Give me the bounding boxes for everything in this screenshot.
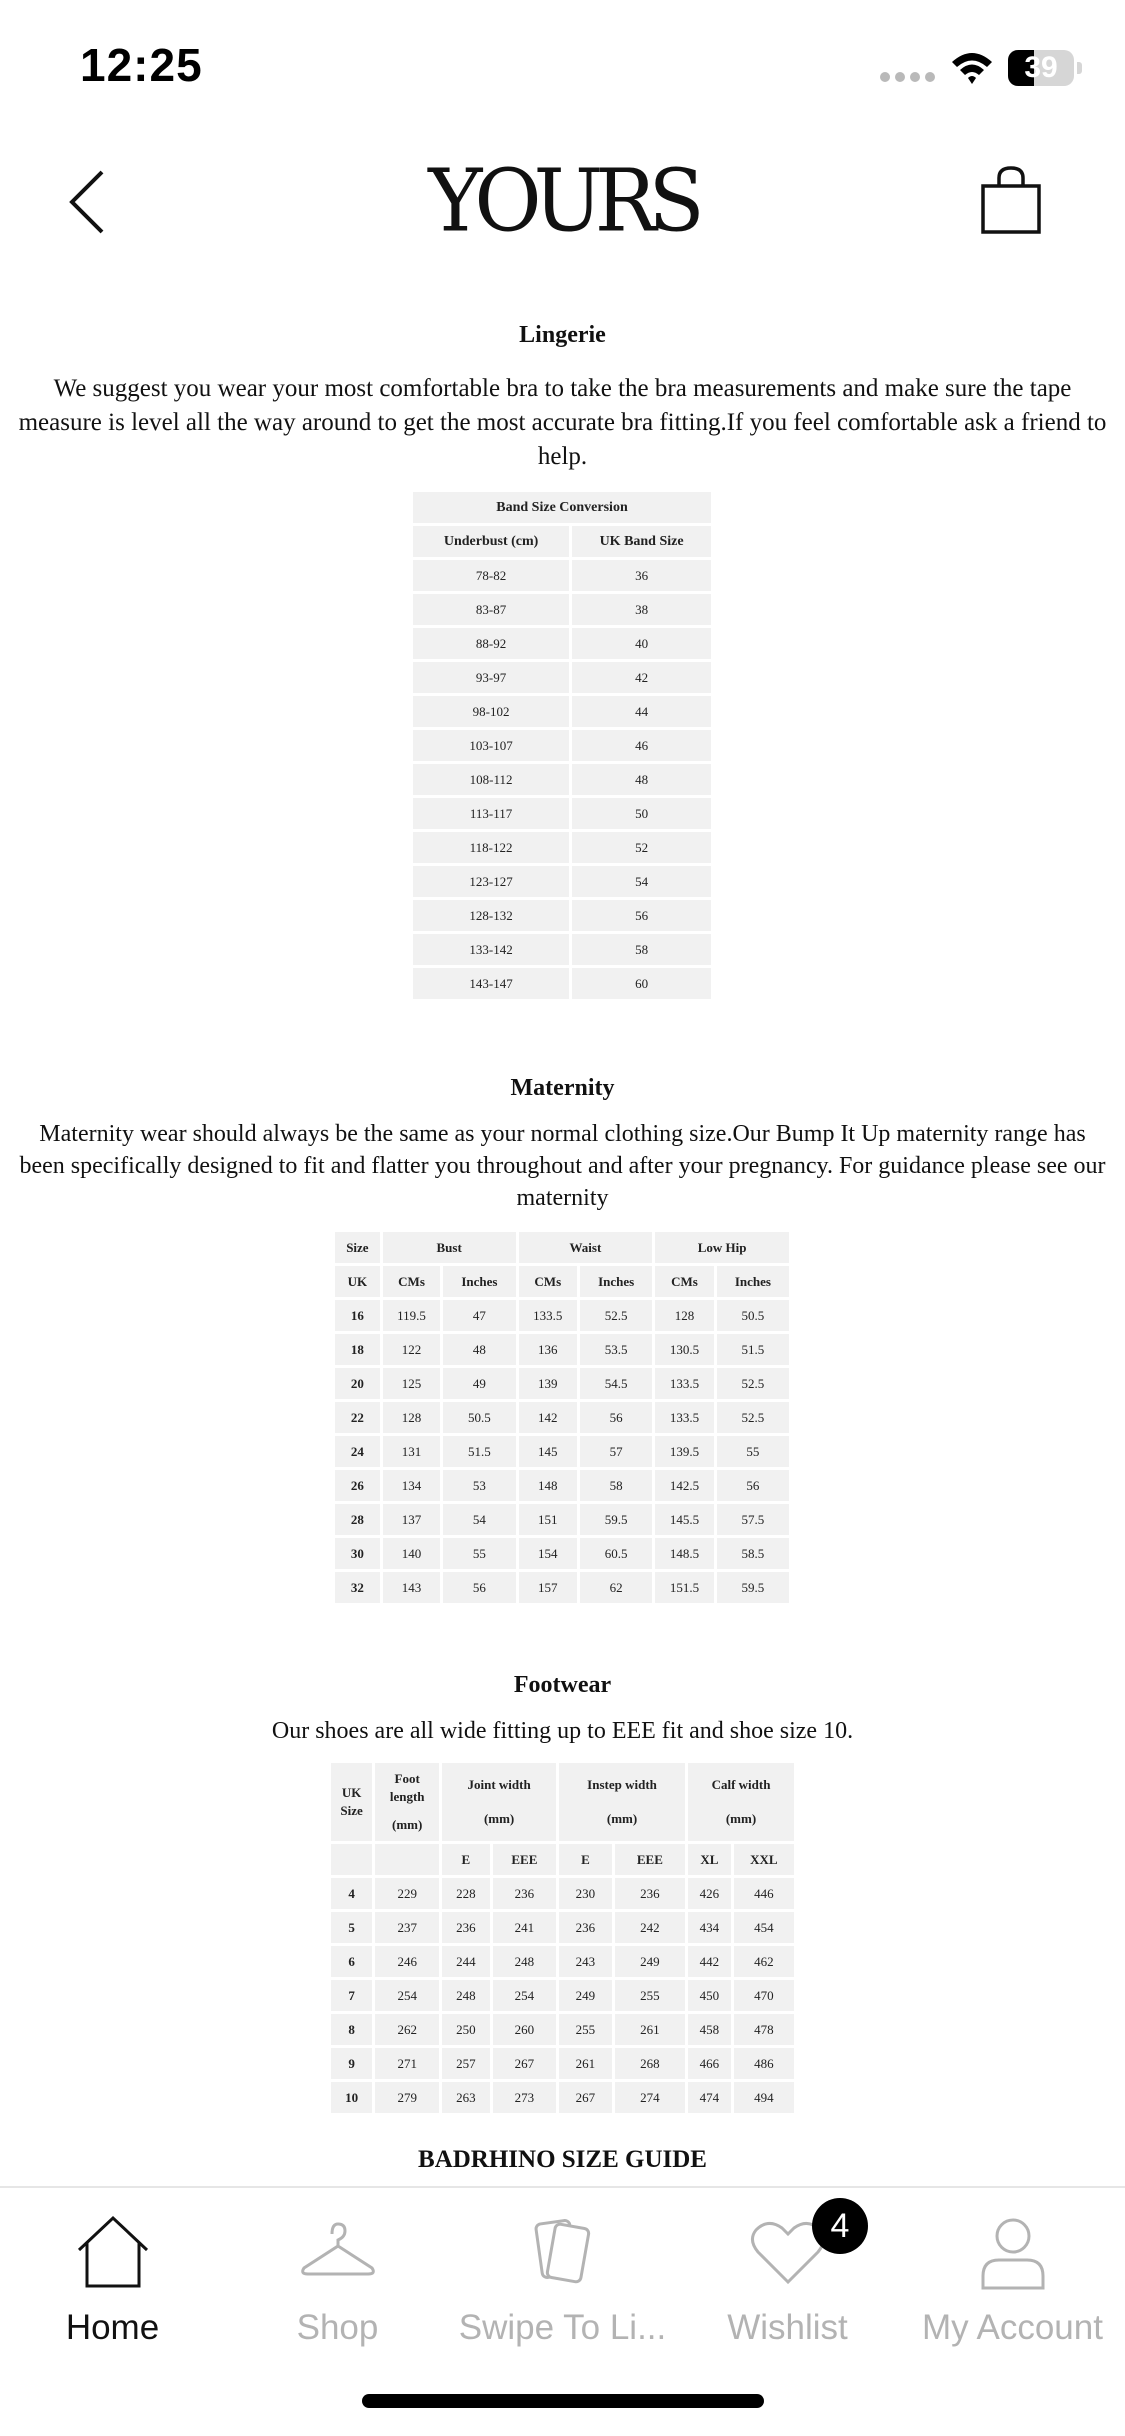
table-cell: 55 (717, 1436, 789, 1467)
table-row (413, 764, 711, 795)
wifi-icon (948, 48, 996, 88)
battery-percentage: 39 (1024, 51, 1058, 84)
table-cell: 57 (580, 1436, 652, 1467)
table-cell: 254 (375, 1980, 439, 2011)
table-cell: 119.5 (383, 1300, 441, 1331)
table-cell: 56 (443, 1572, 515, 1603)
table-cell: 154 (519, 1538, 577, 1569)
column-header: UK Band Size (572, 526, 711, 557)
maternity-description: Maternity wear should always be the same as your normal clothing size.Our Bump It Up maternity range has been specifically designed to fit and flatter you throughout and after your pregnancy. For guidance please see our maternity (19, 1121, 1106, 1211)
table-cell: 462 (734, 1946, 794, 1977)
table-cell: 157 (519, 1572, 577, 1603)
table-cell: 47 (443, 1300, 515, 1331)
column-header: Inches (580, 1266, 652, 1297)
table-row (331, 1946, 794, 1977)
table-cell: 48 (572, 764, 711, 795)
table-cell: 32 (335, 1572, 380, 1603)
table-row (331, 2082, 794, 2113)
column-header: XL (688, 1844, 731, 1875)
column-header-uk-size (331, 1763, 372, 1841)
tab-label: Swipe To Li... (458, 2308, 667, 2347)
column-header: E (559, 1844, 612, 1875)
table-cell: 244 (442, 1946, 490, 1977)
table-cell: 486 (734, 2048, 794, 2079)
table-cell: 46 (572, 730, 711, 761)
table-row (413, 900, 711, 931)
table-cell: 5 (331, 1912, 372, 1943)
table-cell: 434 (688, 1912, 731, 1943)
table-cell: 30 (335, 1538, 380, 1569)
table-row (413, 662, 711, 693)
table-cell: 248 (493, 1946, 556, 1977)
tab-label: Shop (296, 2308, 379, 2347)
table-cell: 51.5 (443, 1436, 515, 1467)
table-cell: 4 (331, 1878, 372, 1909)
table-cell: 236 (493, 1878, 556, 1909)
table-cell: 108-112 (413, 764, 569, 795)
table-cell: 57.5 (717, 1504, 789, 1535)
table-cell: 236 (559, 1912, 612, 1943)
table-cell: 49 (443, 1368, 515, 1399)
maternity-title: Maternity (510, 1075, 615, 1101)
table-cell: 20 (335, 1368, 380, 1399)
table-row (413, 968, 711, 999)
table-row (331, 2048, 794, 2079)
table-row (335, 1300, 789, 1331)
empty-header (375, 1844, 439, 1875)
table-cell: 143 (383, 1572, 441, 1603)
table-cell: 230 (559, 1878, 612, 1909)
column-header: EEE (615, 1844, 685, 1875)
table-header-row (335, 1232, 789, 1263)
table-cell: 470 (734, 1980, 794, 2011)
person-icon (973, 2212, 1053, 2292)
tab-label: Home (65, 2308, 160, 2347)
column-header: Inches (717, 1266, 789, 1297)
header-text: Foot (394, 1771, 420, 1786)
column-header: Underbust (cm) (413, 526, 569, 557)
table-cell: 50.5 (717, 1300, 789, 1331)
table-row (413, 866, 711, 897)
table-cell: 142 (519, 1402, 577, 1433)
table-cell: 237 (375, 1912, 439, 1943)
column-header: EEE (493, 1844, 556, 1875)
hanger-icon (298, 2212, 378, 2292)
table-cell: 261 (615, 2014, 685, 2045)
table-row (413, 832, 711, 863)
table-cell: 83-87 (413, 594, 569, 625)
header-unit: (mm) (725, 1811, 757, 1826)
table-cell: 458 (688, 2014, 731, 2045)
table-row (331, 1878, 794, 1909)
tab-label: Wishlist (727, 2308, 848, 2347)
table-cell: 59.5 (580, 1504, 652, 1535)
table-cell: 246 (375, 1946, 439, 1977)
table-cell: 50.5 (443, 1402, 515, 1433)
header-text: Size (340, 1803, 363, 1818)
table-cell: 267 (559, 2082, 612, 2113)
header-unit: (mm) (392, 1817, 423, 1832)
table-subheader-row (335, 1266, 789, 1297)
column-header: Bust (383, 1232, 516, 1263)
table-cell: 58 (572, 934, 711, 965)
table-cell: 242 (615, 1912, 685, 1943)
lingerie-description: We suggest you wear your most comfortable bra to take the bra measurements and make sure the tape measure is level all the way around to get the most accurate bra fitting.If you feel comfortable ask a friend to help. (18, 375, 1107, 470)
table-cell: 122 (383, 1334, 441, 1365)
band-size-rows (413, 560, 711, 999)
table-cell: 426 (688, 1878, 731, 1909)
status-time: 12:25 (80, 39, 203, 91)
band-size-table (410, 489, 714, 1002)
table-cell: 131 (383, 1436, 441, 1467)
table-cell: 8 (331, 2014, 372, 2045)
table-cell: 236 (442, 1912, 490, 1943)
column-header: CMs (519, 1266, 577, 1297)
table-cell: 260 (493, 2014, 556, 2045)
table-row (413, 628, 711, 659)
table-row (413, 594, 711, 625)
table-cell: 494 (734, 2082, 794, 2113)
table-cell: 55 (443, 1538, 515, 1569)
table-row (413, 560, 711, 591)
table-row (335, 1504, 789, 1535)
table-row (331, 2014, 794, 2045)
table-row (335, 1436, 789, 1467)
column-header: UK (335, 1266, 380, 1297)
table-cell: 442 (688, 1946, 731, 1977)
shopping-bag-icon[interactable] (980, 164, 1042, 236)
table-row (335, 1368, 789, 1399)
table-cell: 139 (519, 1368, 577, 1399)
table-cell: 56 (572, 900, 711, 931)
table-cell: 454 (734, 1912, 794, 1943)
app-header (0, 140, 1125, 260)
table-cell: 54.5 (580, 1368, 652, 1399)
empty-header (331, 1844, 372, 1875)
table-cell: 60.5 (580, 1538, 652, 1569)
table-cell: 7 (331, 1980, 372, 2011)
table-cell: 151 (519, 1504, 577, 1535)
table-cell: 255 (615, 1980, 685, 2011)
header-text: length (389, 1789, 425, 1804)
table-cell: 274 (615, 2082, 685, 2113)
table-cell: 93-97 (413, 662, 569, 693)
brand-logo[interactable]: YOURS (428, 151, 697, 252)
table-cell: 58 (580, 1470, 652, 1501)
header-unit: (mm) (606, 1811, 638, 1826)
table-row (335, 1572, 789, 1603)
table-cell: 50 (572, 798, 711, 829)
table-cell: 268 (615, 2048, 685, 2079)
table-cell: 40 (572, 628, 711, 659)
table-cell: 133-142 (413, 934, 569, 965)
table-cell: 128 (655, 1300, 713, 1331)
table-cell: 53.5 (580, 1334, 652, 1365)
table-header-row (331, 1763, 794, 1841)
table-cell: 446 (734, 1878, 794, 1909)
table-header-row (413, 526, 711, 557)
table-cell: 128 (383, 1402, 441, 1433)
table-row (331, 1980, 794, 2011)
column-header-instep-width (559, 1763, 685, 1841)
table-row (413, 730, 711, 761)
table-row (331, 1912, 794, 1943)
table-cell: 255 (559, 2014, 612, 2045)
table-row (335, 1470, 789, 1501)
header-text: Calf width (711, 1777, 771, 1792)
column-header: Low Hip (655, 1232, 789, 1263)
battery-icon (1008, 50, 1074, 86)
column-header-calf-width (688, 1763, 794, 1841)
table-cell: 133.5 (655, 1402, 713, 1433)
table-cell: 466 (688, 2048, 731, 2079)
table-cell: 18 (335, 1334, 380, 1365)
table-cell: 44 (572, 696, 711, 727)
column-header: CMs (383, 1266, 441, 1297)
table-cell: 262 (375, 2014, 439, 2045)
table-row (413, 798, 711, 829)
column-header-joint-width (442, 1763, 556, 1841)
column-header-foot-length (375, 1763, 439, 1841)
table-cell: 103-107 (413, 730, 569, 761)
cards-icon (523, 2212, 603, 2292)
table-cell: 60 (572, 968, 711, 999)
table-cell: 52.5 (580, 1300, 652, 1331)
table-cell: 271 (375, 2048, 439, 2079)
table-cell: 98-102 (413, 696, 569, 727)
table-row (335, 1538, 789, 1569)
table-cell: 249 (615, 1946, 685, 1977)
battery-tip (1077, 62, 1082, 74)
header-text: Instep width (587, 1777, 657, 1792)
status-bar (0, 0, 1125, 130)
column-header: Waist (519, 1232, 653, 1263)
header-text: UK (341, 1785, 362, 1800)
table-cell: 53 (443, 1470, 515, 1501)
table-cell: 279 (375, 2082, 439, 2113)
table-cell: 236 (615, 1878, 685, 1909)
table-cell: 54 (572, 866, 711, 897)
table-cell: 151.5 (655, 1572, 713, 1603)
header-text: Joint width (467, 1777, 531, 1792)
table-row (335, 1402, 789, 1433)
table-cell: 56 (580, 1402, 652, 1433)
table-cell: 450 (688, 1980, 731, 2011)
table-cell: 52.5 (717, 1402, 789, 1433)
table-cell: 78-82 (413, 560, 569, 591)
table-cell: 16 (335, 1300, 380, 1331)
table-cell: 250 (442, 2014, 490, 2045)
table-cell: 478 (734, 2014, 794, 2045)
table-cell: 58.5 (717, 1538, 789, 1569)
table-cell: 56 (717, 1470, 789, 1501)
column-header: XXL (734, 1844, 794, 1875)
footwear-description: Our shoes are all wide fitting up to EEE fit and shoe size 10. (271, 1718, 854, 1744)
table-cell: 145.5 (655, 1504, 713, 1535)
table-cell: 261 (559, 2048, 612, 2079)
table-cell: 137 (383, 1504, 441, 1535)
table-cell: 148 (519, 1470, 577, 1501)
tab-swipe[interactable] (450, 2202, 675, 2352)
table-row (335, 1334, 789, 1365)
table-cell: 28 (335, 1504, 380, 1535)
footwear-rows (331, 1878, 794, 2113)
table-cell: 130.5 (655, 1334, 713, 1365)
tab-shop[interactable] (225, 2202, 450, 2352)
table-cell: 228 (442, 1878, 490, 1909)
table-cell: 54 (443, 1504, 515, 1535)
table-row (413, 934, 711, 965)
table-cell: 263 (442, 2082, 490, 2113)
table-cell: 51.5 (717, 1334, 789, 1365)
maternity-rows (335, 1300, 789, 1603)
table-cell: 88-92 (413, 628, 569, 659)
table-cell: 52 (572, 832, 711, 863)
table-cell: 248 (442, 1980, 490, 2011)
tab-my-account[interactable] (900, 2202, 1125, 2352)
table-cell: 148.5 (655, 1538, 713, 1569)
table-cell: 229 (375, 1878, 439, 1909)
table-cell: 26 (335, 1470, 380, 1501)
table-cell: 38 (572, 594, 711, 625)
column-header: Inches (443, 1266, 515, 1297)
home-indicator[interactable] (362, 2394, 764, 2408)
column-header: CMs (655, 1266, 713, 1297)
home-icon (73, 2212, 153, 2292)
table-cell: 123-127 (413, 866, 569, 897)
cellular-signal-icon (880, 72, 935, 82)
tab-home[interactable] (0, 2202, 225, 2352)
table-cell: 140 (383, 1538, 441, 1569)
table-cell: 273 (493, 2082, 556, 2113)
column-header: Size (335, 1232, 380, 1263)
table-cell: 142.5 (655, 1470, 713, 1501)
table-cell: 52.5 (717, 1368, 789, 1399)
header-unit: (mm) (483, 1811, 515, 1826)
table-cell: 241 (493, 1912, 556, 1943)
table-cell: 10 (331, 2082, 372, 2113)
table-cell: 113-117 (413, 798, 569, 829)
table-cell: 36 (572, 560, 711, 591)
table-subheader-row (331, 1844, 794, 1875)
column-header: E (442, 1844, 490, 1875)
tab-label: My Account (922, 2308, 1103, 2347)
table-cell: 118-122 (413, 832, 569, 863)
table-row (413, 696, 711, 727)
table-cell: 133.5 (519, 1300, 577, 1331)
footwear-size-table (328, 1760, 797, 2116)
table-cell: 42 (572, 662, 711, 693)
table-cell: 22 (335, 1402, 380, 1433)
table-cell: 254 (493, 1980, 556, 2011)
maternity-size-table (332, 1229, 792, 1606)
table-cell: 133.5 (655, 1368, 713, 1399)
lingerie-title: Lingerie (519, 322, 606, 348)
table-cell: 134 (383, 1470, 441, 1501)
table-cell: 139.5 (655, 1436, 713, 1467)
table-cell: 59.5 (717, 1572, 789, 1603)
table-cell: 243 (559, 1946, 612, 1977)
table-cell: 474 (688, 2082, 731, 2113)
table-cell: 48 (443, 1334, 515, 1365)
table-cell: 128-132 (413, 900, 569, 931)
table-cell: 143-147 (413, 968, 569, 999)
wishlist-count-badge: 4 (812, 2198, 868, 2254)
table-cell: 6 (331, 1946, 372, 1977)
table-cell: 136 (519, 1334, 577, 1365)
table-cell: 267 (493, 2048, 556, 2079)
table-title: Band Size Conversion (413, 492, 711, 523)
footwear-title: Footwear (513, 1672, 612, 1698)
table-cell: 62 (580, 1572, 652, 1603)
table-cell: 24 (335, 1436, 380, 1467)
badrhino-title: BADRHINO SIZE GUIDE (418, 2146, 707, 2173)
table-cell: 249 (559, 1980, 612, 2011)
table-cell: 125 (383, 1368, 441, 1399)
table-cell: 257 (442, 2048, 490, 2079)
table-cell: 9 (331, 2048, 372, 2079)
table-cell: 145 (519, 1436, 577, 1467)
table-row (413, 492, 711, 523)
